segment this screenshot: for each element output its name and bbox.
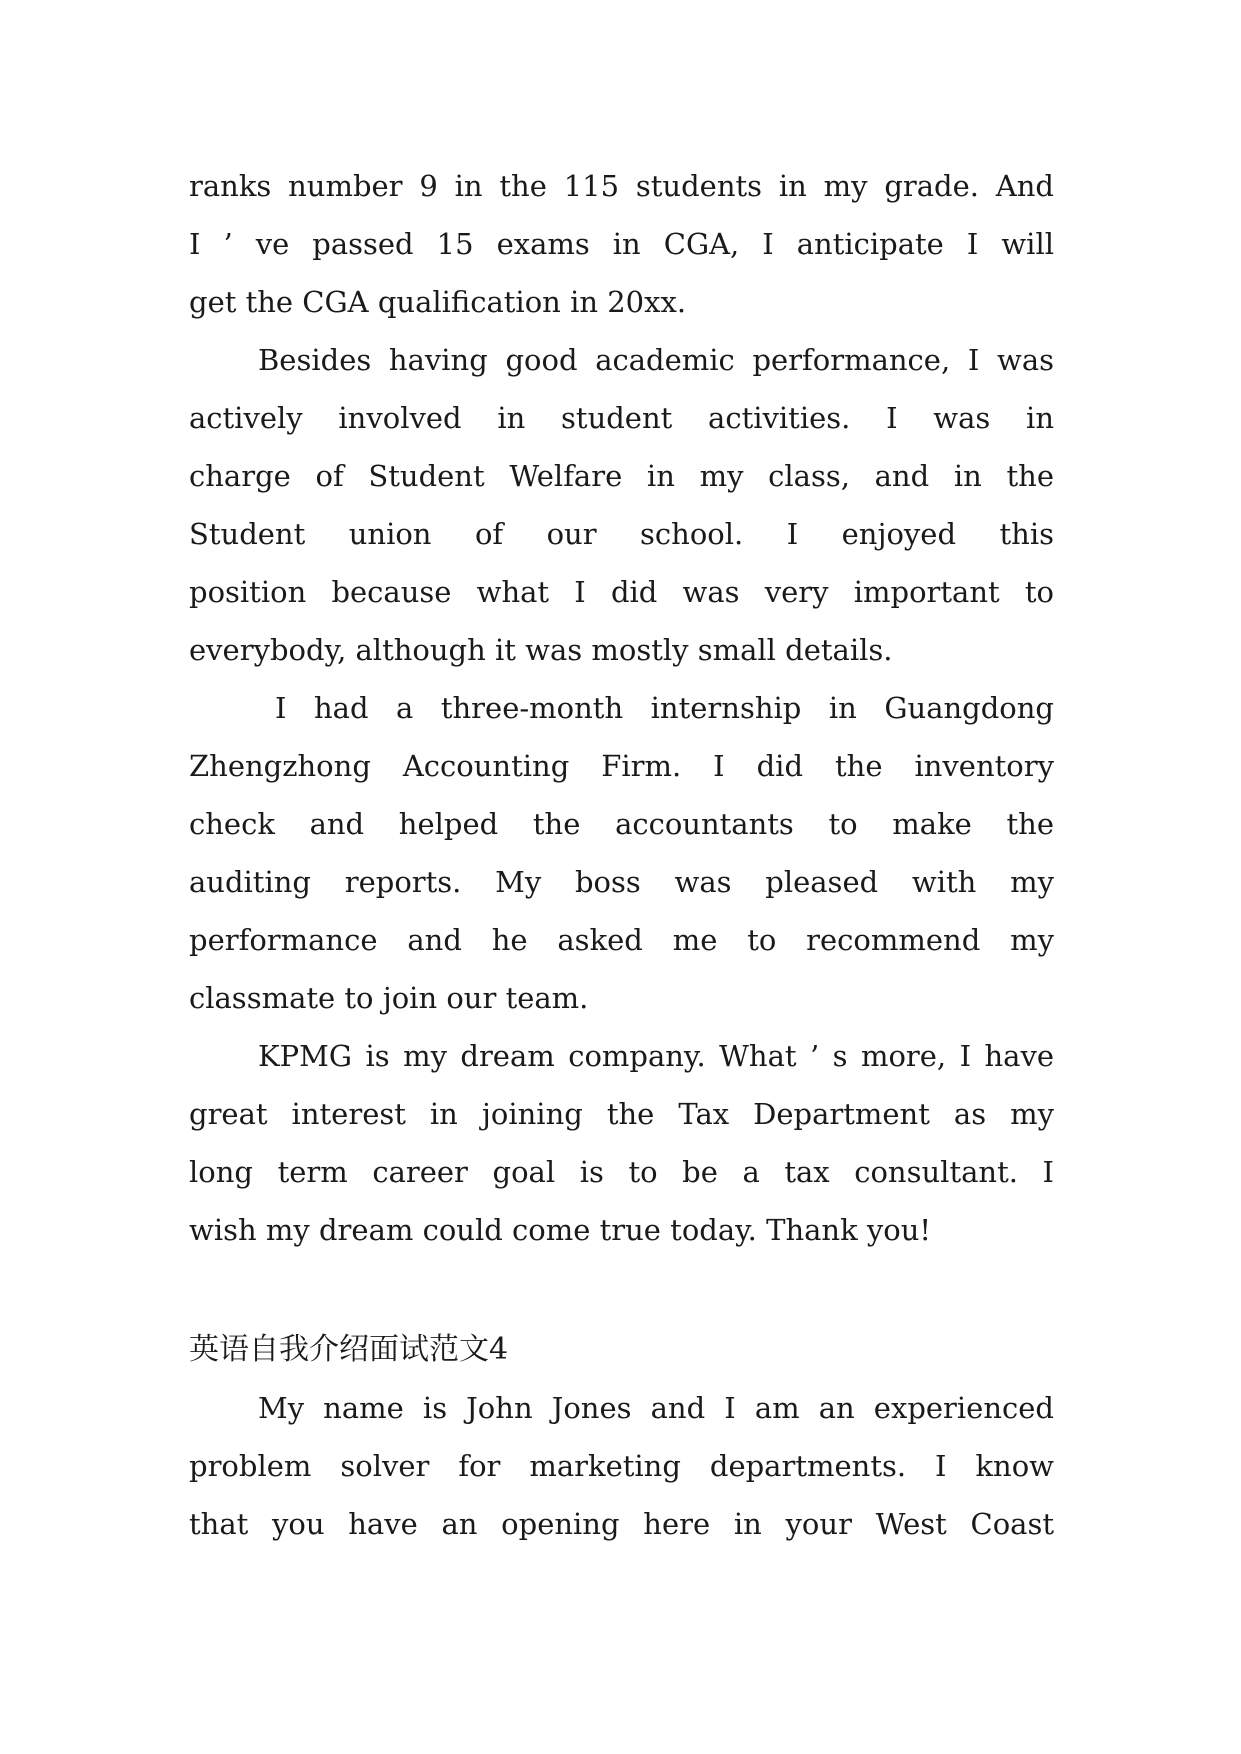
section-heading: 英语自我介绍面试范文4 — [189, 1332, 509, 1367]
paragraph-3-line-5: performance and he asked me to recommend my — [189, 923, 1054, 957]
paragraph-1-line-2: I ’ ve passed 15 exams in CGA, I anticipate I will — [189, 227, 1054, 261]
paragraph-4-line-2: great interest in joining the Tax Department as my — [189, 1097, 1054, 1131]
paragraph-3-line-6: classmate to join our team. — [189, 981, 589, 1015]
paragraph-2-line-5: position because what I did was very important to — [189, 575, 1054, 609]
paragraph-3-line-1: I had a three-month internship in Guangdong — [275, 691, 1054, 725]
paragraph-4-line-4: wish my dream could come true today. Thank you! — [189, 1213, 932, 1247]
paragraph-2-line-3: charge of Student Welfare in my class, and in the — [189, 459, 1054, 493]
paragraph-2-line-1: Besides having good academic performance, I was — [258, 343, 1054, 377]
paragraph-2-line-2: actively involved in student activities. I was in — [189, 401, 1054, 435]
section-paragraph-line-1: My name is John Jones and I am an experienced — [258, 1391, 1054, 1425]
paragraph-1-line-3: get the CGA qualification in 20xx. — [189, 285, 687, 319]
section-paragraph-line-2: problem solver for marketing departments. I know — [189, 1449, 1054, 1483]
paragraph-1-line-1: ranks number 9 in the 115 students in my grade. And — [189, 169, 1054, 203]
paragraph-3-line-2: Zhengzhong Accounting Firm. I did the inventory — [189, 749, 1054, 783]
paragraph-2-line-4: Student union of our school. I enjoyed this — [189, 517, 1054, 551]
paragraph-3-line-4: auditing reports. My boss was pleased with my — [189, 865, 1054, 899]
paragraph-4-line-1: KPMG is my dream company. What ’ s more, I have — [258, 1039, 1054, 1073]
paragraph-4-line-3: long term career goal is to be a tax consultant. I — [189, 1155, 1054, 1189]
paragraph-3-line-3: check and helped the accountants to make the — [189, 807, 1054, 841]
section-paragraph-line-3: that you have an opening here in your West Coast — [189, 1507, 1054, 1541]
paragraph-2-line-6: everybody, although it was mostly small details. — [189, 633, 893, 667]
